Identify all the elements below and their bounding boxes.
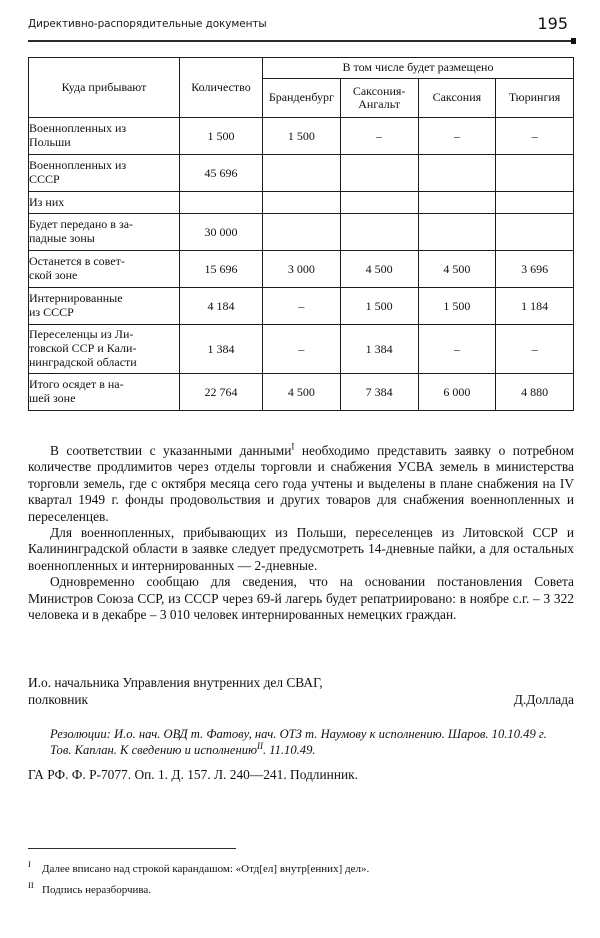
signature-block <box>28 675 574 708</box>
cell-thuringia <box>496 214 574 251</box>
cell-thuringia: 3 696 <box>496 251 574 288</box>
row-label-line2: товской ССР и Кали- <box>29 341 137 356</box>
table-row <box>29 192 574 214</box>
table-body <box>29 118 574 411</box>
row-label-line1: Интернированные <box>29 291 123 306</box>
cell-saxony: – <box>418 325 496 374</box>
header-cell-brandenburg: Бранденбург <box>263 79 341 118</box>
cell-saxony-anhalt: 7 384 <box>340 374 418 411</box>
resolution-line-2 <box>28 742 574 758</box>
header-end-marker <box>571 38 576 44</box>
cell-thuringia: – <box>496 118 574 155</box>
resolution-line-1: Резолюции: И.о. нач. ОВД т. Фатову, нач. ОТЗ т. Наумову к исполнению. Шаров. 10.10.49 г. <box>50 727 547 741</box>
header-cell-saxony-anhalt-line1: Саксония- <box>352 83 406 98</box>
table-row <box>29 118 574 155</box>
cell-saxony-anhalt: 1 500 <box>340 288 418 325</box>
cell-saxony-anhalt: 4 500 <box>340 251 418 288</box>
paragraph-1-text-before-footnote: В соответствии с указанными данными <box>50 443 292 458</box>
cell-thuringia <box>496 192 574 214</box>
distribution-table <box>28 57 574 411</box>
cell-count: 4 184 <box>180 288 263 325</box>
cell-thuringia: 4 880 <box>496 374 574 411</box>
cell-saxony-anhalt <box>340 155 418 192</box>
footnote-separator-rule <box>28 848 236 849</box>
cell-brandenburg: 4 500 <box>263 374 341 411</box>
footnote-item-text: Далее вписано над строкой карандашом: «Отд[ел] внутр[енних] дел». <box>42 863 370 875</box>
row-label <box>29 325 180 374</box>
row-label-line1: Останется в совет- <box>29 254 125 269</box>
cell-saxony: – <box>418 118 496 155</box>
notes-block <box>28 726 574 784</box>
row-label <box>29 155 180 192</box>
footnote-marker-2: II <box>256 741 263 752</box>
footnote-item-text: Подпись неразборчива. <box>42 884 152 896</box>
row-label-line1: Переселенцы из Ли- <box>29 327 134 342</box>
page-number: 195 <box>537 14 568 33</box>
archive-reference: ГА РФ. Ф. Р-7077. Оп. 1. Д. 157. Л. 240—241. Подлинник. <box>28 767 359 783</box>
footnote-item: II Подпись неразборчива. <box>28 880 152 896</box>
header-cell-saxony-anhalt <box>340 79 418 118</box>
signature-title-line2 <box>28 692 574 709</box>
cell-count: 22 764 <box>180 374 263 411</box>
cell-count: 1 384 <box>180 325 263 374</box>
signature-title-line1: И.о. начальника Управления внутренних дел СВАГ, <box>28 675 323 690</box>
row-label-line2: ской зоне <box>29 268 78 282</box>
cell-saxony <box>418 214 496 251</box>
row-label: Из них <box>29 192 180 214</box>
cell-brandenburg: 1 500 <box>263 118 341 155</box>
header-cell-group: В том числе будет размещено <box>263 58 574 79</box>
row-label-line2: СССР <box>29 172 60 186</box>
signature-name: Д.Доллада <box>513 691 574 707</box>
data-table-wrapper <box>28 57 574 411</box>
row-label-line1: Военнопленных из <box>29 121 127 136</box>
table-row <box>29 155 574 192</box>
table-row-total <box>29 374 574 411</box>
running-head <box>28 16 574 42</box>
cell-saxony: 4 500 <box>418 251 496 288</box>
body-paragraph-3: Одновременно сообщаю для сведения, что на основании постановления Совета Министров Союза ССР, из СССР через 69-й лагерь будет репатриировано: в ноябре с.г. – 3 322 человека и в декабре – 3 010 человек интернированных немецких граждан. <box>28 574 574 623</box>
row-label <box>29 251 180 288</box>
resolution-2-text-after-footnote: . 11.10.49. <box>262 743 316 758</box>
resolution-2-text-before-footnote: Тов. Каплан. К сведению и исполнению <box>50 743 257 758</box>
footnotes-block <box>28 859 574 904</box>
cell-brandenburg: 3 000 <box>263 251 341 288</box>
cell-brandenburg <box>263 155 341 192</box>
cell-brandenburg: – <box>263 288 341 325</box>
cell-thuringia: 1 184 <box>496 288 574 325</box>
row-label <box>29 214 180 251</box>
header-cell-thuringia: Тюрингия <box>496 79 574 118</box>
header-cell-saxony-anhalt-line2: Ангальт <box>358 97 400 111</box>
row-label-line2: падные зоны <box>29 231 95 245</box>
cell-saxony <box>418 192 496 214</box>
table-row <box>29 288 574 325</box>
cell-saxony: 1 500 <box>418 288 496 325</box>
header-cell-saxony: Саксония <box>418 79 496 118</box>
body-paragraph-1 <box>28 443 574 525</box>
row-label-line1: Будет передано в за- <box>29 217 134 232</box>
cell-count: 45 696 <box>180 155 263 192</box>
cell-saxony: 6 000 <box>418 374 496 411</box>
table-row <box>29 325 574 374</box>
cell-brandenburg <box>263 214 341 251</box>
cell-count <box>180 192 263 214</box>
paragraph-1-text-after-footnote: необходимо представить заявку о потребном количестве продлимитов через отделы торговли и снабжения УСВА земель в министерства торговли земель, где с октября месяца сего года учтены и выделены в плане снабжения на IV квартал 1949 г. фонды продовольствия и других товаров для снабжения военнопленных и переселенцев. <box>28 443 574 524</box>
header-rule <box>28 40 574 42</box>
row-label-line2: Польши <box>29 135 71 149</box>
row-label-line1: Военнопленных из <box>29 158 127 173</box>
row-label <box>29 288 180 325</box>
row-label-line2: шей зоне <box>29 391 76 405</box>
table-row <box>29 214 574 251</box>
cell-count: 1 500 <box>180 118 263 155</box>
cell-thuringia: – <box>496 325 574 374</box>
cell-brandenburg <box>263 192 341 214</box>
row-label-line1: Итого осядет в на- <box>29 377 124 392</box>
footnote-marker-1: I <box>291 441 295 452</box>
header-cell-where: Куда прибывают <box>29 58 180 118</box>
row-label-line2: из СССР <box>29 305 74 319</box>
footnote-item: I Далее вписано над строкой карандашом: «Отд[ел] внутр[енних] дел». <box>28 859 370 875</box>
cell-brandenburg: – <box>263 325 341 374</box>
running-head-title: Директивно-распорядительные документы <box>28 18 267 30</box>
cell-saxony-anhalt <box>340 192 418 214</box>
table-header-row-1 <box>29 58 574 79</box>
table-row <box>29 251 574 288</box>
cell-saxony-anhalt: – <box>340 118 418 155</box>
cell-count: 30 000 <box>180 214 263 251</box>
document-body <box>28 443 574 623</box>
cell-count: 15 696 <box>180 251 263 288</box>
cell-saxony-anhalt <box>340 214 418 251</box>
body-paragraph-2: Для военнопленных, прибывающих из Польши, переселенцев из Литовской ССР и Калининградской области в заявке следует предусмотреть 14-дневные пайки, а для остальных военнопленных и интернированных — 2-дневные. <box>28 525 574 573</box>
cell-saxony-anhalt: 1 384 <box>340 325 418 374</box>
cell-saxony <box>418 155 496 192</box>
signature-rank: полковник <box>28 691 89 707</box>
cell-thuringia <box>496 155 574 192</box>
row-label-line3: нинградской области <box>29 354 137 369</box>
row-label <box>29 374 180 411</box>
table-head <box>29 58 574 118</box>
header-cell-count: Количество <box>180 58 263 118</box>
row-label <box>29 118 180 155</box>
